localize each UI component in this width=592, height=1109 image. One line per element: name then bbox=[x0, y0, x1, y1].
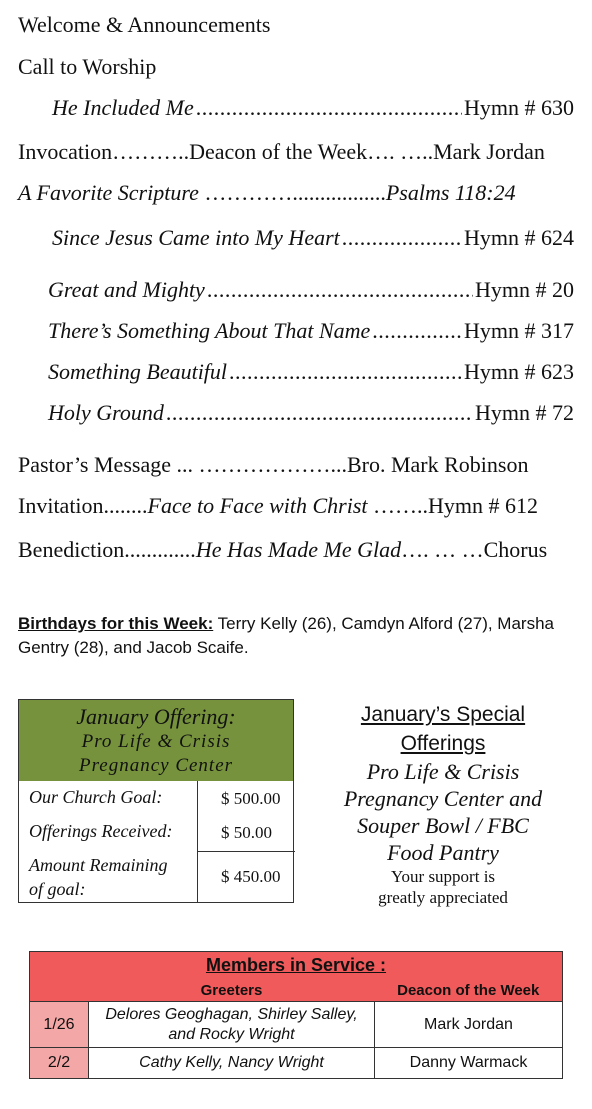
hymn-number: Hymn # 612 bbox=[428, 493, 539, 518]
leader-dots bbox=[196, 95, 462, 121]
benediction-row bbox=[18, 537, 547, 563]
hymn-number: Hymn # 72 bbox=[475, 400, 574, 425]
remaining-value: $ 450.00 bbox=[221, 867, 281, 886]
scripture-row bbox=[18, 180, 516, 206]
offering-title: January Offering: bbox=[76, 704, 236, 729]
scripture-reference: Psalms 118:24 bbox=[385, 180, 516, 205]
special-body-line-4: Food Pantry bbox=[387, 840, 499, 865]
leader-dots bbox=[372, 318, 462, 344]
members-in-service-table bbox=[29, 951, 563, 1079]
service-date: 1/26 bbox=[30, 1002, 89, 1048]
remaining-row bbox=[29, 853, 291, 901]
welcome-announcements: Welcome & Announcements bbox=[18, 12, 271, 37]
hymn-row-5 bbox=[48, 359, 574, 385]
remaining-label-line-2: of goal: bbox=[29, 879, 86, 899]
members-title: Members in Service : bbox=[30, 952, 563, 980]
invocation-label: Invocation……… bbox=[18, 139, 179, 164]
hymn-title: Since Jesus Came into My Heart bbox=[52, 225, 340, 250]
deacon-name: Mark Jordan bbox=[375, 1002, 563, 1048]
hymn-title: Great and Mighty bbox=[48, 277, 205, 302]
greeters-names: Delores Geoghagan, Shirley Salley, and Rocky Wright bbox=[89, 1002, 375, 1048]
hymn-title: There’s Something About That Name bbox=[48, 318, 371, 343]
leader-dots: …….. bbox=[367, 493, 429, 518]
support-line-2: greatly appreciated bbox=[378, 888, 508, 907]
call-to-worship: Call to Worship bbox=[18, 54, 157, 79]
offering-cause-line-2: Pregnancy Center bbox=[78, 755, 234, 776]
greeters-header: Greeters bbox=[89, 979, 375, 1002]
received-row bbox=[29, 821, 291, 842]
deacon-name: Danny Warmack bbox=[375, 1048, 563, 1079]
hymn-row-4 bbox=[48, 318, 574, 344]
benediction-type: Chorus bbox=[483, 537, 548, 562]
table-row bbox=[30, 1002, 563, 1048]
received-label: Offerings Received: bbox=[29, 821, 173, 841]
invitation-label: Invitation........ bbox=[18, 493, 148, 518]
pastor-message-row bbox=[18, 452, 528, 478]
date-header bbox=[30, 979, 89, 1002]
hymn-title: Holy Ground bbox=[48, 400, 164, 425]
pastor-name: Bro. Mark Robinson bbox=[346, 452, 529, 477]
leader-dots bbox=[342, 225, 462, 251]
hymn-row-6 bbox=[48, 400, 574, 426]
hymn-title: He Included Me bbox=[52, 95, 194, 120]
greeters-names: Cathy Kelly, Nancy Wright bbox=[89, 1048, 375, 1079]
special-body-line-1: Pro Life & Crisis bbox=[366, 759, 520, 784]
hymn-title: Something Beautiful bbox=[48, 359, 228, 384]
support-line-1: Your support is bbox=[390, 867, 496, 886]
goal-row bbox=[29, 787, 291, 808]
leader-dots bbox=[229, 359, 462, 385]
special-body-line-3: Souper Bowl / FBC bbox=[357, 813, 529, 838]
birthdays-text: Terry Kelly (26), Camdyn Alford (27), Marsha Gentry (28), and Jacob Scaife. bbox=[18, 614, 554, 657]
remaining-label-line-1: Amount Remaining bbox=[29, 855, 168, 875]
deacon-header: Deacon of the Week bbox=[375, 979, 563, 1002]
hymn-number: Hymn # 630 bbox=[464, 95, 574, 120]
table-row bbox=[30, 1048, 563, 1079]
hymn-row-1 bbox=[52, 95, 574, 121]
goal-label: Our Church Goal: bbox=[29, 787, 163, 807]
special-heading-line-2: Offerings bbox=[400, 732, 486, 755]
leader-dots bbox=[166, 400, 473, 426]
invocation-row bbox=[18, 139, 545, 165]
leader-dots bbox=[207, 277, 473, 303]
invitation-row bbox=[18, 493, 538, 519]
benediction-title: He Has Made Me Glad bbox=[195, 537, 402, 562]
goal-value: $ 500.00 bbox=[221, 789, 281, 808]
received-value: $ 50.00 bbox=[221, 823, 272, 842]
invocation-name: Mark Jordan bbox=[433, 139, 545, 164]
special-body-line-2: Pregnancy Center and bbox=[343, 786, 543, 811]
scripture-title: A Favorite Scripture bbox=[18, 180, 199, 205]
invocation-deacon-label: ..Deacon of the Week…. ….. bbox=[178, 139, 434, 164]
hymn-number: Hymn # 623 bbox=[464, 359, 574, 384]
hymn-row-2 bbox=[52, 225, 574, 251]
leader-dots: …………................. bbox=[198, 180, 386, 205]
birthdays-paragraph bbox=[18, 612, 578, 660]
leader-dots: …. … … bbox=[401, 537, 484, 562]
hymn-number: Hymn # 317 bbox=[464, 318, 574, 343]
pastor-message-label: Pastor’s Message ... ………………... bbox=[18, 452, 347, 477]
hymn-number: Hymn # 20 bbox=[475, 277, 574, 302]
hymn-row-3 bbox=[48, 277, 574, 303]
hymn-number: Hymn # 624 bbox=[464, 225, 574, 250]
january-offering-box bbox=[18, 699, 294, 903]
offering-cause-line-1: Pro Life & Crisis bbox=[81, 731, 231, 752]
invitation-hymn-title: Face to Face with Christ bbox=[147, 493, 368, 518]
service-date: 2/2 bbox=[30, 1048, 89, 1079]
special-offerings bbox=[305, 700, 581, 908]
benediction-label: Benediction............. bbox=[18, 537, 196, 562]
birthdays-label: Birthdays for this Week: bbox=[18, 614, 214, 633]
row-divider bbox=[197, 851, 295, 852]
special-heading-line-1: January’s Special bbox=[360, 703, 526, 726]
offering-header bbox=[19, 700, 293, 781]
